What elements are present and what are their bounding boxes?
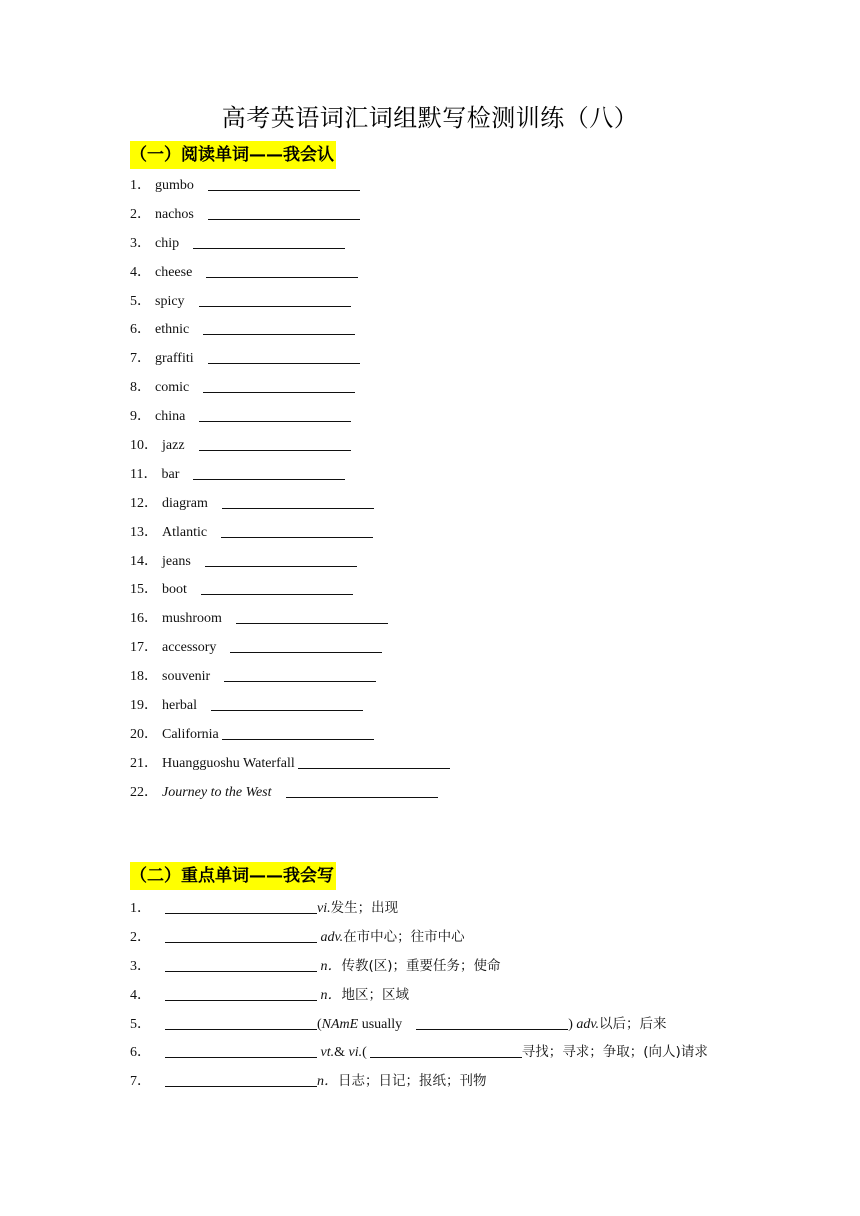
item-word: boot <box>162 582 187 598</box>
list-item <box>130 692 450 721</box>
variant-label: NAmE <box>321 1016 359 1032</box>
item-word: Huangguoshu Waterfall <box>162 755 295 771</box>
list-item <box>130 605 450 634</box>
ampersand: & <box>334 1045 349 1061</box>
answer-blank[interactable] <box>203 318 355 335</box>
part-of-speech: adv. <box>576 1016 600 1032</box>
part-of-speech: adv. <box>320 929 344 945</box>
item-number: 12． <box>130 495 158 511</box>
paren-open: ( <box>317 1016 322 1032</box>
answer-blank[interactable] <box>193 463 345 480</box>
answer-blank[interactable] <box>208 174 360 191</box>
list-item <box>130 288 450 317</box>
item-number: 4． <box>130 264 151 280</box>
list-item <box>130 374 450 403</box>
part-of-speech: vi. <box>317 901 331 916</box>
item-number: 3． <box>130 235 151 251</box>
list-item <box>130 576 450 605</box>
paren-close: ) <box>568 1016 573 1032</box>
item-word: chip <box>155 235 180 251</box>
list-item <box>130 519 450 548</box>
item-word: cheese <box>155 264 193 280</box>
item-number: 11． <box>130 466 158 482</box>
item-word: china <box>155 409 186 425</box>
list-item <box>130 1038 708 1067</box>
item-word: gumbo <box>155 178 194 193</box>
section-key-words-heading: （二）重点单词——我会写 <box>130 862 336 890</box>
item-word: nachos <box>155 206 194 222</box>
answer-blank[interactable] <box>165 1070 317 1087</box>
key-words-list <box>130 894 708 1096</box>
item-number: 13． <box>130 524 158 540</box>
list-item <box>130 1010 708 1039</box>
item-word: bar <box>161 466 180 482</box>
page-title: 高考英语词汇词组默写检测训练（八） <box>221 104 639 132</box>
answer-blank[interactable] <box>298 752 450 769</box>
answer-blank[interactable] <box>230 636 382 653</box>
list-item <box>130 345 450 374</box>
list-item <box>130 952 708 981</box>
reading-words-list <box>130 172 450 808</box>
item-number: 2． <box>130 929 151 945</box>
item-number: 17． <box>130 640 158 656</box>
part-of-speech: vt. <box>320 1045 335 1061</box>
item-word: spicy <box>155 293 185 309</box>
answer-blank[interactable] <box>165 897 317 914</box>
answer-blank[interactable] <box>286 781 438 798</box>
item-meaning: 在市中心；往市中心 <box>343 928 465 945</box>
item-word: souvenir <box>162 669 211 685</box>
item-number: 10． <box>130 438 158 454</box>
answer-blank[interactable] <box>165 984 317 1001</box>
item-word: accessory <box>162 640 217 656</box>
item-number: 5． <box>130 1016 151 1032</box>
answer-blank[interactable] <box>211 694 363 711</box>
answer-blank[interactable] <box>222 723 374 740</box>
answer-blank[interactable] <box>199 290 351 307</box>
list-item <box>130 779 450 808</box>
list-item <box>130 201 450 230</box>
item-number: 22． <box>130 784 158 800</box>
answer-blank[interactable] <box>205 550 357 567</box>
list-item <box>130 981 708 1010</box>
item-meaning: 发生；出现 <box>330 900 399 916</box>
list-item <box>130 663 450 692</box>
list-item <box>130 721 450 750</box>
answer-blank[interactable] <box>199 405 351 422</box>
usage-note: usually <box>358 1016 403 1032</box>
list-item <box>130 432 450 461</box>
item-word: herbal <box>162 698 197 714</box>
answer-blank[interactable] <box>165 926 317 943</box>
item-number: 9． <box>130 409 151 425</box>
item-number: 2． <box>130 206 151 222</box>
list-item <box>130 403 450 432</box>
item-number: 4． <box>130 987 151 1003</box>
part-of-speech: n． <box>320 987 342 1003</box>
item-word: Journey to the West <box>162 784 272 800</box>
item-number: 1． <box>130 178 151 193</box>
item-number: 20． <box>130 726 158 742</box>
item-number: 15． <box>130 582 158 598</box>
item-number: 7． <box>130 1074 151 1090</box>
list-item <box>130 548 450 577</box>
item-number: 3． <box>130 958 151 974</box>
answer-blank[interactable] <box>165 1013 317 1030</box>
item-meaning: 以后；后来 <box>599 1015 667 1032</box>
answer-blank[interactable] <box>199 434 351 451</box>
list-item <box>130 634 450 663</box>
item-number: 18． <box>130 669 158 685</box>
list-item <box>130 259 450 288</box>
answer-blank[interactable] <box>201 578 353 595</box>
item-number: 1． <box>130 901 151 916</box>
item-meaning: 日志；日记；报纸；刊物 <box>338 1073 487 1090</box>
item-number: 14． <box>130 553 158 569</box>
list-item <box>130 750 450 779</box>
answer-blank[interactable] <box>165 1041 317 1058</box>
item-word: mushroom <box>162 611 222 627</box>
item-number: 19． <box>130 698 158 714</box>
item-meaning: 寻找；寻求；争取；(向人)请求 <box>521 1044 708 1061</box>
list-item <box>130 461 450 490</box>
answer-blank[interactable] <box>206 261 358 278</box>
item-word: comic <box>155 380 190 396</box>
part-of-speech: vi. <box>348 1045 363 1061</box>
paren-open: ( <box>362 1045 367 1061</box>
item-number: 5． <box>130 293 151 309</box>
answer-blank[interactable] <box>416 1013 568 1030</box>
item-meaning: 地区；区域 <box>341 986 409 1003</box>
item-word: diagram <box>162 495 208 511</box>
list-item <box>130 230 450 259</box>
item-number: 7． <box>130 351 151 367</box>
list-item <box>130 172 450 201</box>
answer-blank[interactable] <box>208 347 360 364</box>
item-word: graffiti <box>155 351 194 367</box>
list-item <box>130 490 450 519</box>
item-word: ethnic <box>155 322 190 338</box>
list-item <box>130 894 708 923</box>
item-word: jazz <box>162 438 185 454</box>
list-item <box>130 316 450 345</box>
section-reading-words-heading: （一）阅读单词——我会认 <box>130 141 336 169</box>
answer-blank[interactable] <box>165 955 317 972</box>
list-item <box>130 923 708 952</box>
answer-blank[interactable] <box>370 1041 522 1058</box>
answer-blank[interactable] <box>203 376 355 393</box>
answer-blank[interactable] <box>222 492 374 509</box>
answer-blank[interactable] <box>224 665 376 682</box>
item-number: 6． <box>130 1045 151 1061</box>
item-word: Atlantic <box>162 524 208 540</box>
item-number: 8． <box>130 380 151 396</box>
part-of-speech: n． <box>320 958 342 974</box>
item-word: California <box>162 726 219 742</box>
list-item <box>130 1067 708 1096</box>
part-of-speech: n． <box>317 1074 338 1090</box>
answer-blank[interactable] <box>193 232 345 249</box>
answer-blank[interactable] <box>221 521 373 538</box>
item-word: jeans <box>162 553 191 569</box>
answer-blank[interactable] <box>236 607 388 624</box>
answer-blank[interactable] <box>208 203 360 220</box>
item-number: 21． <box>130 755 158 771</box>
item-number: 6． <box>130 322 151 338</box>
item-number: 16． <box>130 611 158 627</box>
item-meaning: 传教(区)；重要任务；使命 <box>341 957 501 974</box>
